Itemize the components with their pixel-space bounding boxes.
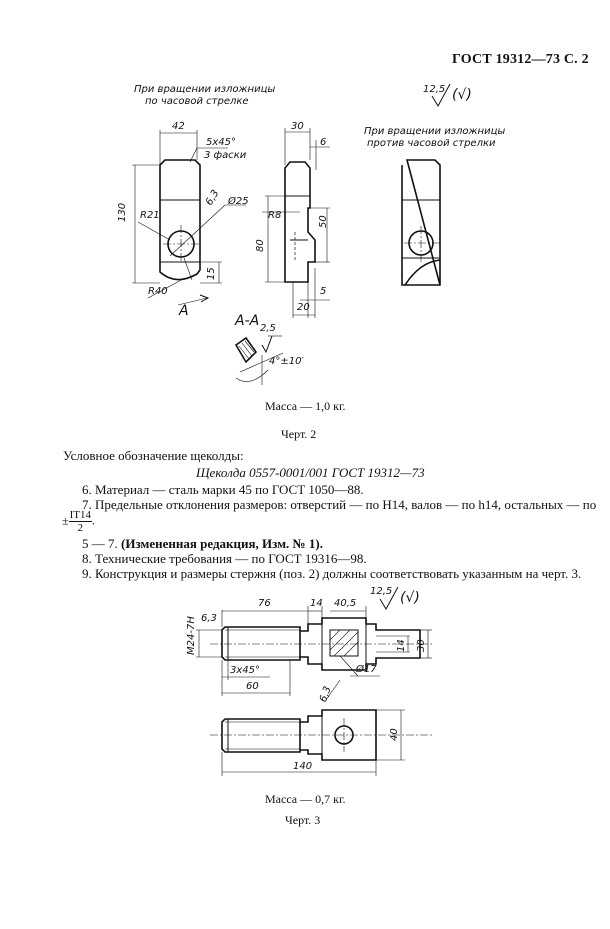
dim-40: 40 (389, 728, 400, 741)
dim-chamfer-3x45: 3x45° (230, 665, 261, 676)
dim-80: 80 (255, 239, 266, 252)
item-7-tolerance (62, 509, 95, 534)
note-clockwise-line2: по часовой стрелке (145, 96, 249, 107)
dim-60: 60 (246, 681, 259, 692)
fig3-caption: Черт. 3 (285, 813, 321, 827)
item-6: 6. Материал — сталь марки 45 по ГОСТ 1050—88. (82, 482, 364, 497)
dim-14-a: 14 (310, 598, 323, 609)
dim-r21: R21 (140, 210, 160, 221)
fig2-mass: Масса — 1,0 кг. (265, 399, 346, 413)
dim-130: 130 (117, 202, 128, 222)
dim-14-b: 14 (396, 639, 407, 652)
dim-chamfer: 5x45° (206, 137, 237, 148)
dim-30: 30 (291, 121, 304, 132)
fraction-denominator: 2 (77, 522, 84, 534)
note-clockwise-line1: При вращении изложницы (134, 84, 276, 95)
dim-50: 50 (318, 215, 329, 228)
section-roughness: 2,5 (260, 323, 276, 334)
dim-76: 76 (258, 598, 271, 609)
item-7-pm: ± (62, 513, 69, 528)
dim-42: 42 (172, 121, 185, 132)
fig3-mass: Масса — 0,7 кг. (265, 792, 346, 806)
dim-40-5: 40,5 (334, 598, 357, 609)
tolerance-fraction (69, 509, 92, 534)
dim-15: 15 (206, 267, 217, 280)
section-label: A-A (235, 313, 260, 329)
designation-intro: Условное обозначение щеколды: (63, 448, 244, 463)
latch-mirror-view (402, 160, 440, 285)
amendment-text: (Измененная редакция, Изм. № 1). (121, 536, 323, 551)
dim-30-b: 30 (416, 639, 427, 652)
roughness-bracket: (√) (452, 87, 472, 103)
dim-chamfer-count: 3 фаски (204, 150, 247, 161)
dim-thread-m24: M24-7H (186, 616, 197, 655)
item-7-end: . (91, 513, 95, 528)
dim-5: 5 (320, 286, 327, 297)
amendment-note (82, 536, 323, 552)
item-8: 8. Технические требования — по ГОСТ 19316—98. (82, 551, 367, 566)
dim-roughness-63: 6,3 (204, 188, 222, 208)
dim-d17: Ø17 (356, 664, 377, 675)
item-9: 9. Конструкция и размеры стержня (поз. 2) должны соответствовать указанным на черт. 3. (82, 566, 582, 581)
dim-6: 6 (320, 137, 327, 148)
designation: Щеколда 0557-0001/001 ГОСТ 19312—73 (196, 465, 425, 480)
dim-20: 20 (297, 302, 310, 313)
note-counterclockwise-line1: При вращении изложницы (364, 126, 506, 137)
view-arrow-label: A (179, 303, 189, 319)
dim-roughness-63-b: 6,3 (318, 685, 334, 704)
item-7: 7. Предельные отклонения размеров: отверстий — по H14, валов — по h14, остальных — по (82, 497, 597, 512)
page-header: ГОСТ 19312—73 С. 2 (452, 52, 589, 67)
dim-roughness-63-a: 6,3 (201, 613, 217, 624)
rod-top-view (210, 710, 432, 776)
rod-front-view (196, 606, 432, 700)
roughness-value: 12,5 (423, 84, 446, 95)
note-counterclockwise-line2: против часовой стрелки (367, 138, 496, 149)
fig3-roughness-bracket: (√) (400, 590, 420, 606)
fraction-numerator: IT14 (69, 509, 91, 521)
section-angle: 4°±10′ (269, 356, 304, 367)
amendment-range: 5 — 7. (82, 536, 118, 551)
dim-140: 140 (293, 761, 313, 772)
dim-r8: R8 (268, 210, 282, 221)
dim-r40: R40 (148, 286, 168, 297)
dim-d25: Ø25 (228, 196, 249, 207)
fig3-roughness-value: 12,5 (370, 586, 393, 597)
fig2-caption: Черт. 2 (281, 427, 317, 441)
